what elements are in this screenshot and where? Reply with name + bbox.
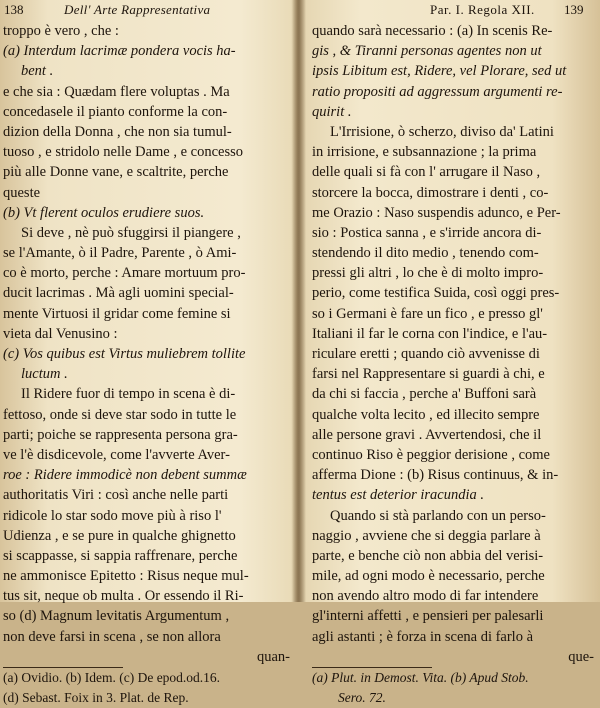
text-line: vieta dal Venusino :: [3, 325, 118, 342]
text-line: quando sarà necessario : (a) In scenis Re-: [312, 23, 553, 39]
text-line: luctum .: [21, 366, 68, 383]
text-line: mile, ad ogni modo è necessario, perche: [312, 568, 545, 585]
catchword: quan-: [256, 648, 290, 665]
text-line: authoritatis Viri : così anche nelle parti: [3, 487, 229, 504]
text-line: delle quali si fà con l' arrugare il Naso ,: [312, 164, 541, 181]
right-page: [304, 0, 600, 706]
right-running-title: Par. I. Regola XII.: [430, 2, 535, 17]
right-page-text: [312, 21, 600, 708]
text-line: Udienza , e se pure in qualche ghignetto: [3, 527, 236, 544]
text-line: ipsis Libitum est, Ridere, vel Plorare, sed ut: [312, 63, 567, 80]
text-line: queste: [3, 184, 41, 201]
text-line: non deve farsi in scena , se non allora: [3, 628, 221, 645]
text-line: in irrisione, e subsannazione ; la prima: [312, 144, 537, 161]
left-page: [0, 0, 294, 706]
footnote: (a) Plut. in Demost. Vita. (b) Apud Stob.: [312, 670, 529, 685]
left-running-title: Dell' Arte Rappresentativa: [64, 2, 211, 17]
text-line: me Orazio : Naso suspendis adunco, e Per-: [312, 204, 561, 221]
text-line: e che sia : Quædam flere voluptas . Ma: [3, 83, 230, 100]
text-line: farsi nel Rappresentare si guardi à chi, e: [312, 366, 545, 383]
text-line: dizion della Donna , che non sia tumul-: [3, 123, 232, 140]
text-line: alle persone gravi . Avvertendosi, che il: [312, 426, 542, 443]
text-line: L'Irrisione, ò scherzo, diviso da' Latini: [330, 123, 554, 140]
text-line: da chi si faccia , perche a' Buffoni sarà: [312, 386, 537, 403]
text-line: Quando si stà parlando con un perso-: [330, 507, 546, 524]
text-line: ridicole lo star sodo move più à riso l': [3, 507, 222, 524]
text-line: troppo è vero , che :: [3, 23, 119, 39]
text-line: se l'Amante, ò il Padre, Parente , ò Ami-: [3, 245, 237, 262]
catchword: que-: [568, 648, 594, 665]
text-line: qualche volta lecito , ed illecito sempre: [312, 406, 540, 423]
text-line: ve l'è disdicevole, come l'avverte Aver-: [3, 446, 230, 463]
text-line: più alle Donne vane, e scaltrite, perche: [3, 164, 229, 181]
text-line: si scappasse, si sappia raffrenare, perche: [3, 547, 238, 564]
text-line: co è morto, perche : Amare mortuum pro-: [3, 265, 246, 282]
text-line: naggio , avviene che si deggia parlare à: [312, 527, 541, 544]
text-line: gl'interni affetti , e pensieri per palesarli: [312, 608, 544, 625]
text-line: riculare eretti ; quando ciò avvenisse di: [312, 346, 540, 362]
text-line: (a) Interdum lacrimæ pondera vocis ha-: [3, 43, 236, 60]
text-line: continuo Riso è peggior derisione , come: [312, 446, 550, 463]
left-running-head: [4, 2, 290, 18]
text-line: fettoso, onde si deve star sodo in tutte le: [3, 406, 237, 423]
text-line: ducit lacrimas . Mà agli uomini special-: [3, 285, 234, 302]
text-line: Il Ridere fuor di tempo in scena è di-: [21, 386, 236, 403]
text-line: so i Germani è fare un fico , e presso gl': [312, 305, 543, 322]
text-line: concedasele il pianto conforme la con-: [3, 103, 228, 120]
text-line: perio, come testifica Suida, così oggi pres-: [312, 285, 560, 302]
text-line: tentus est deterior iracundia .: [312, 487, 484, 504]
text-line: gis , & Tiranni personas agentes non ut: [312, 43, 542, 60]
text-line: Italiani il far le corna con l'indice, e l'au-: [312, 325, 548, 342]
text-line: non avendo altro modo di far intendere: [312, 588, 539, 605]
text-line: quirit .: [312, 103, 352, 120]
text-line: mente Virtuosi il gridar come femine si: [3, 305, 231, 322]
left-page-number: 138: [4, 2, 24, 17]
text-line: Si deve , nè può sfuggirsi il piangere ,: [21, 224, 241, 241]
text-line: tus sit, neque ob multa . Or essendo il Ri-: [3, 588, 244, 605]
text-line: ne ammonisce Epitetto : Risus neque mul-: [3, 568, 249, 585]
footnote: (a) Ovidio. (b) Idem. (c) De epod.od.16.: [3, 670, 221, 685]
text-line: sio : Postica sanna , e s'irride ancora di-: [312, 224, 542, 241]
text-line: pressi gli altri , lo che è di molto impro-: [312, 265, 544, 282]
text-line: storcere la bocca, dimostrare i denti , co-: [312, 184, 549, 201]
text-line: stendendo il dito medio , tenendo com-: [312, 245, 539, 262]
text-line: agli astanti ; è forza in scena di farlo à: [312, 628, 534, 645]
footnote: (d) Sebast. Foix in 3. Plat. de Rep.: [3, 690, 189, 706]
text-line: so (d) Magnum levitatis Argumentum ,: [3, 608, 230, 625]
text-line: parte, e benche ciò non abbia del verisi-: [312, 547, 544, 564]
text-line: afferma Dione : (b) Risus continuus, & in-: [312, 467, 559, 484]
right-page-number: 139: [564, 2, 584, 17]
text-line: roe : Ridere immodicè non debent summæ: [3, 467, 247, 484]
text-line: (c) Vos quibus est Virtus muliebrem tollite: [3, 346, 246, 362]
text-line: (b) Vt flerent oculos erudiere suos.: [3, 204, 205, 221]
footnote: Sero. 72.: [338, 690, 386, 706]
text-line: parti; poiche se rappresenta persona gra-: [3, 426, 238, 443]
text-line: ratio propositi ad aggressum argumenti re-: [312, 83, 563, 100]
left-page-text: [3, 21, 294, 708]
text-line: tuoso , e stridolo nelle Dame , e concesso: [3, 144, 243, 161]
text-line: bent .: [21, 63, 54, 80]
